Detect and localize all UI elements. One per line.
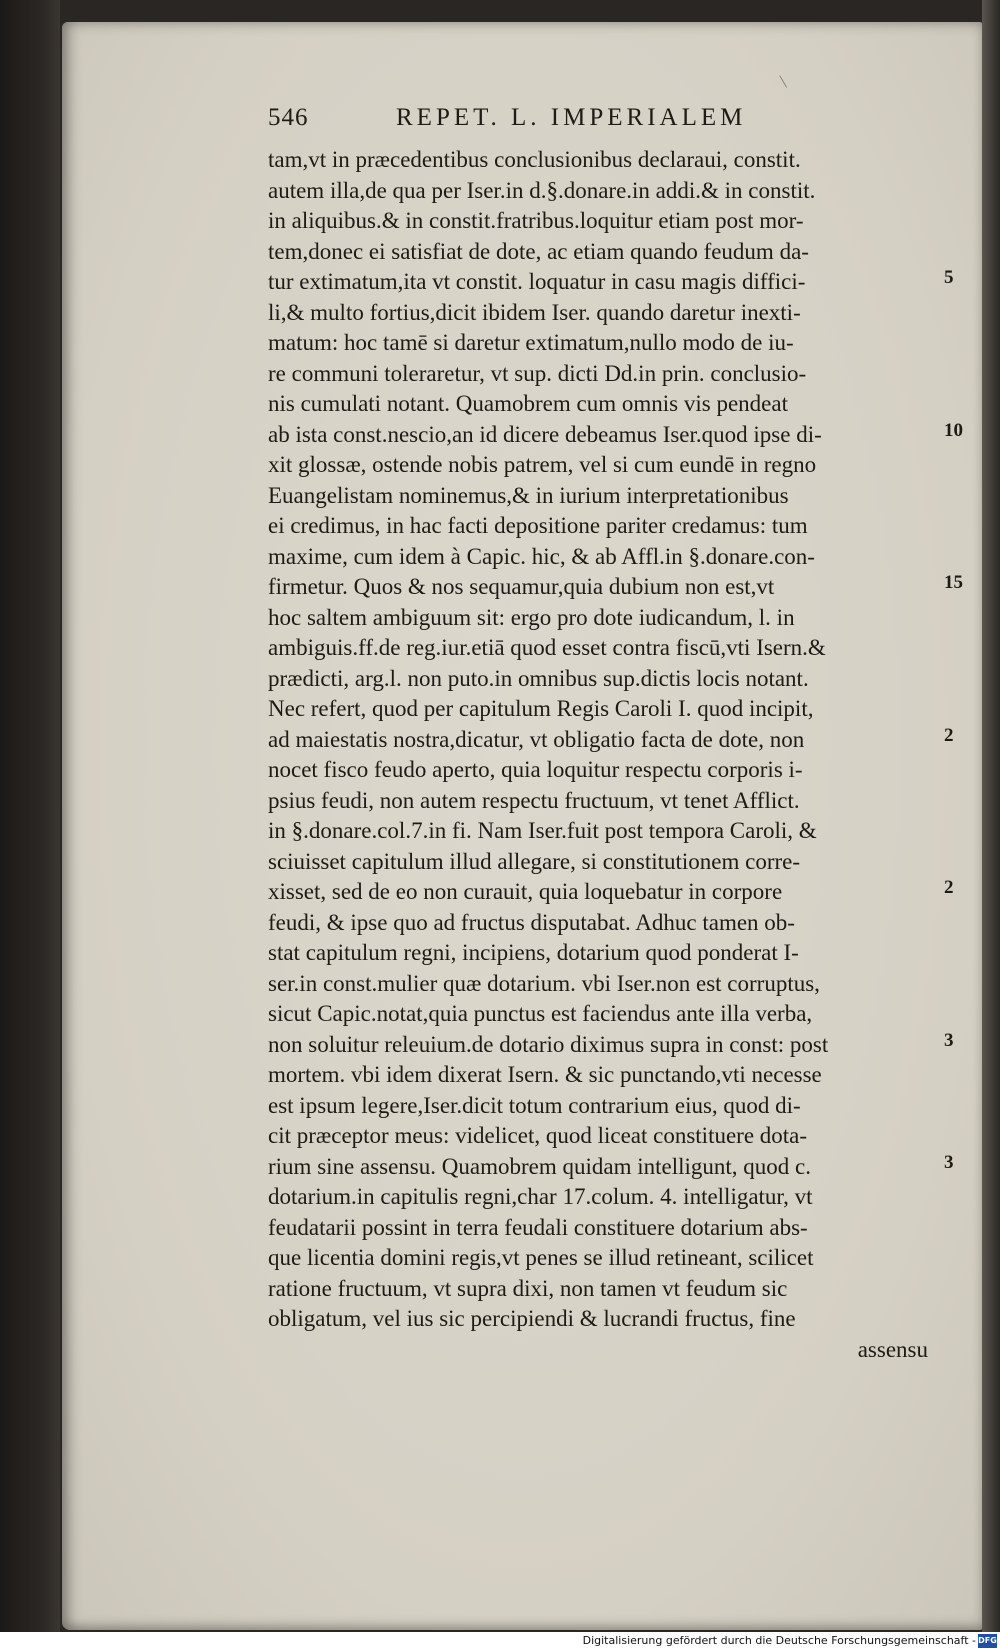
text-line: sciuisset capitulum illud allegare, si constitutionem corre- bbox=[268, 848, 801, 874]
text-line: cit præceptor meus: videlicet, quod liceat constituere dota- bbox=[268, 1123, 808, 1148]
text-line: rium sine assensu. Quamobrem quidam intelligunt, quod c. bbox=[268, 1153, 811, 1179]
text-line: firmetur. Quos & nos sequamur,quia dubium non est,vt bbox=[268, 574, 775, 599]
text-line: in §.donare.col.7.in fi. Nam Iser.fuit post tempora Caroli, & bbox=[268, 818, 817, 843]
text-line: nocet fisco feudo aperto, quia loquitur respectu corporis i- bbox=[268, 757, 803, 782]
text-line: nis cumulati notant. Quamobrem cum omnis vis pendeat bbox=[268, 391, 788, 416]
text-line: maxime, cum idem à Capic. hic, & ab Affl.in §.donare.con- bbox=[268, 543, 815, 569]
text-line: sicut Capic.notat,quia punctus est faciendus ante illa verba, bbox=[268, 1001, 813, 1026]
body-text bbox=[268, 145, 928, 1365]
text-line: li,& multo fortius,dicit ibidem Iser. quando daretur inexti- bbox=[268, 299, 801, 325]
text-line: matum: hoc tamē si daretur extimatum,nullo modo de iu- bbox=[268, 330, 794, 355]
text-line: re communi toleraretur, vt sup. dicti Dd.in prin. conclusio- bbox=[268, 360, 807, 386]
text-line: psius feudi, non autem respectu fructuum, vt tenet Afflict. bbox=[268, 787, 800, 813]
text-line: que licentia domini regis,vt penes se illud retineant, scilicet bbox=[268, 1245, 814, 1270]
scanner-bed-left bbox=[0, 0, 60, 1651]
text-line: obligatum, vel ius sic percipiendi & lucrandi fructus, fine bbox=[268, 1306, 796, 1331]
margin-number: 15 bbox=[944, 572, 963, 593]
text-line: ei credimus, in hac facti depositione pariter credamus: tum bbox=[268, 513, 808, 538]
text-line: xisset, sed de eo non curauit, quia loquebatur in corpore bbox=[268, 879, 783, 904]
margin-number: 10 bbox=[944, 419, 963, 441]
text-line: est ipsum legere,Iser.dicit totum contrarium eius, quod di- bbox=[268, 1092, 801, 1118]
text-line: stat capitulum regni, incipiens, dotarium quod ponderat I- bbox=[268, 940, 799, 965]
dfg-logo: DFG bbox=[978, 1634, 997, 1648]
text-line: prædicti, arg.l. non puto.in omnibus sup.dictis locis notant. bbox=[268, 665, 809, 691]
text-line: hoc saltem ambiguum sit: ergo pro dote iudicandum, l. in bbox=[268, 604, 795, 630]
text-line: autem illa,de qua per Iser.in d.§.donare.in addi.& in constit. bbox=[268, 177, 816, 203]
text-line: tur extimatum,ita vt constit. loquatur in casu magis diffici- bbox=[268, 269, 806, 294]
text-line: feudi, & ipse quo ad fructus disputabat. Adhuc tamen ob- bbox=[268, 909, 795, 935]
footer-credit: Digitalisierung gefördert durch die Deutsche Forschungsgemeinschaft - bbox=[582, 1634, 976, 1647]
text-line: non soluitur releuium.de dotario diximus supra in const: post bbox=[268, 1031, 829, 1057]
text-line: feudatarii possint in terra feudali constituere dotarium abs- bbox=[268, 1214, 808, 1240]
text-line: ambiguis.ff.de reg.iur.etiā quod esset contra fiscū,vti Isern.& bbox=[268, 635, 826, 660]
text-line: in aliquibus.& in constit.fratribus.loquitur etiam post mor- bbox=[268, 208, 804, 233]
text-line: tem,donec ei satisfiat de dote, ac etiam quando feudum da- bbox=[268, 238, 809, 264]
text-line: ad maiestatis nostra,dicatur, vt obligatio facta de dote, non bbox=[268, 726, 805, 752]
text-line: dotarium.in capitulis regni,char 17.colum. 4. intelligatur, vt bbox=[268, 1184, 813, 1209]
text-line: ab ista const.nescio,an id dicere debeamus Iser.quod ipse di- bbox=[268, 421, 822, 447]
folio-number: 546 bbox=[268, 104, 309, 131]
footer-bar bbox=[0, 1632, 1000, 1651]
text-line: mortem. vbi idem dixerat Isern. & sic punctando,vti necesse bbox=[268, 1062, 822, 1087]
margin-number: 5 bbox=[944, 267, 954, 288]
paper-mark bbox=[779, 70, 796, 88]
margin-number: 3 bbox=[944, 1151, 954, 1173]
catchword: assensu bbox=[857, 1336, 928, 1362]
text-line: ratione fructuum, vt supra dixi, non tamen vt feudum sic bbox=[268, 1275, 788, 1301]
margin-number: 3 bbox=[944, 1029, 954, 1051]
text-line: xit glossæ, ostende nobis patrem, vel si cum eundē in regno bbox=[268, 452, 817, 477]
page-header bbox=[268, 104, 828, 138]
margin-number: 2 bbox=[944, 877, 954, 898]
text-line: tam,vt in præcedentibus conclusionibus declaraui, constit. bbox=[268, 147, 801, 172]
text-line: Nec refert, quod per capitulum Regis Caroli I. quod incipit, bbox=[268, 696, 814, 721]
margin-number: 2 bbox=[944, 724, 954, 746]
text-line: ser.in const.mulier quæ dotarium. vbi Iser.non est corruptus, bbox=[268, 970, 820, 996]
running-title: REPET. L. IMPERIALEM bbox=[396, 104, 747, 131]
text-line: Euangelistam nominemus,& in iurium interpretationibus bbox=[268, 482, 789, 508]
scanner-bed-right bbox=[982, 0, 1000, 1651]
